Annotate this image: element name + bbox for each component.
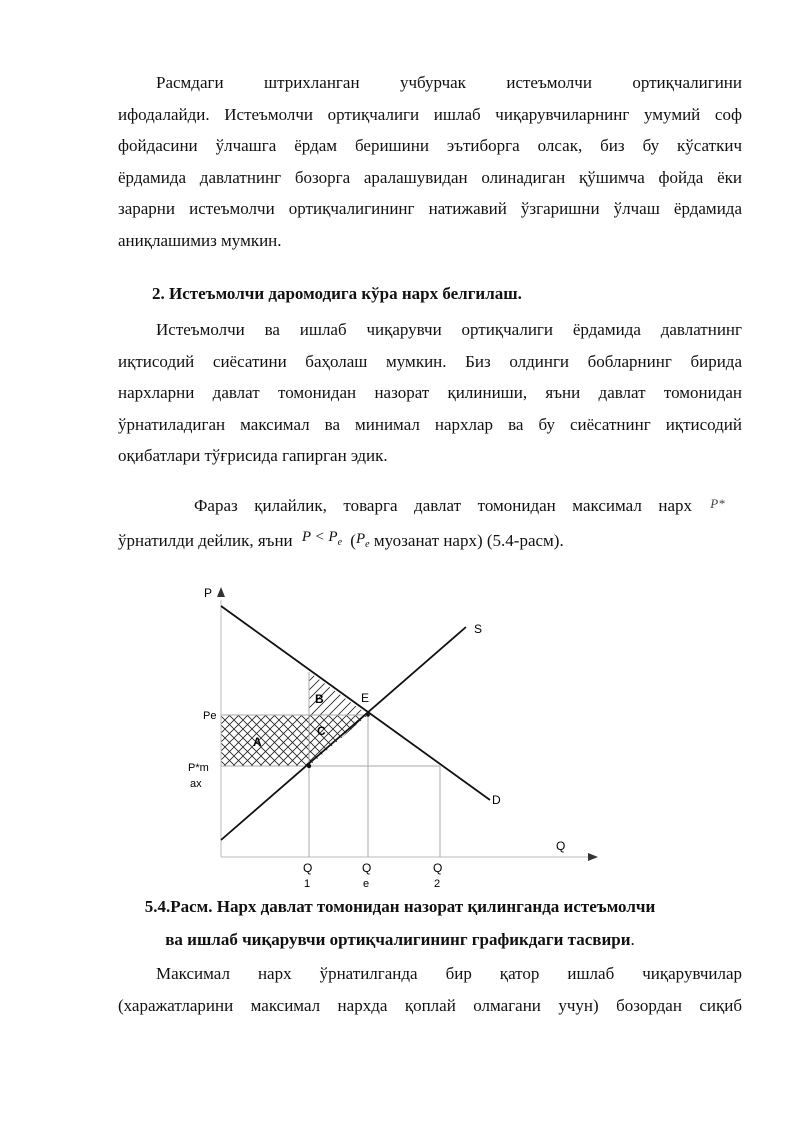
y-axis-label: P bbox=[204, 586, 213, 600]
x-axis-arrow bbox=[588, 853, 598, 861]
area-c-region bbox=[309, 715, 368, 766]
formula-subscript: e bbox=[337, 536, 343, 548]
pmax-label-line2: ax bbox=[190, 778, 202, 790]
formula-subscript: e bbox=[365, 538, 370, 550]
q1-label-top: Q bbox=[303, 861, 313, 875]
figure-caption-line2 bbox=[0, 930, 800, 950]
text-line: ифодалайди. Истеъмолчи ортиқчалиги ишлаб чиқарувчиларнинг умумий соф bbox=[118, 104, 742, 124]
y-axis-arrow bbox=[217, 587, 225, 597]
pmax-label-line1: P*m bbox=[188, 762, 209, 774]
text-line: фойдасини ўлчашга ёрдам беришини эътиборга олсак, биз бу кўсаткич bbox=[118, 136, 742, 155]
text-line: Истеъмолчи ва ишлаб чиқарувчи ортиқчалиги ёрдамида давлатнинг bbox=[156, 320, 742, 339]
demand-label: D bbox=[492, 793, 501, 807]
q2-label-top: Q bbox=[433, 861, 443, 875]
paren-open: ( bbox=[350, 530, 356, 550]
text-line: иқтисодий сиёсатини баҳолаш мумкин. Биз олдинги бобларнинг бирида bbox=[118, 351, 742, 371]
formula-pmax: P* bbox=[710, 496, 725, 511]
qe-label-bottom: e bbox=[363, 878, 370, 890]
text-line: Расмдаги штрихланган учбурчак истеъмолчи ортиқчалигини bbox=[156, 73, 742, 92]
paragraph-max-price bbox=[118, 958, 742, 1021]
caption-text: ва ишлаб чиқарувчи ортиқчалигининг графикдаги тасвири bbox=[165, 930, 631, 949]
qe-label-top: Q bbox=[362, 861, 372, 875]
demand-curve bbox=[221, 606, 490, 800]
q1-label-bottom: 1 bbox=[304, 878, 311, 890]
formula-text: P bbox=[355, 530, 366, 547]
text-line: (харажатларини максимал нархда қоплай олмагани учун) бозордан сиқиб bbox=[118, 995, 742, 1015]
text-segment: Фараз қилайлик, товарга давлат томонидан максимал нарх bbox=[194, 496, 692, 515]
area-a-label: A bbox=[253, 735, 262, 749]
equilibrium-label: E bbox=[361, 691, 370, 705]
text-line: нархларни давлат томонидан назорат қилиниши, яъни давлат томонидан bbox=[118, 383, 742, 402]
text-line: оқибатлари тўғрисида гапирган эдик. bbox=[118, 446, 388, 465]
supply-label: S bbox=[474, 622, 483, 636]
area-a-region bbox=[221, 715, 309, 766]
pe-label: Pe bbox=[203, 710, 217, 722]
text-line: ўрнатиладиган максимал ва минимал нархлар ва бу сиёсатнинг иқтисодий bbox=[118, 414, 742, 434]
text-line: ёрдамида давлатнинг бозорга аралашувидан олинадиган қўшимча фойда ёки bbox=[118, 167, 742, 187]
formula-text: P < P bbox=[301, 528, 338, 545]
text-segment: муозанат нарх) (5.4-расм). bbox=[373, 530, 564, 550]
section-heading: 2. Истеъмолчи даромодига кўра нарх белгилаш. bbox=[152, 284, 522, 303]
x-axis-label: Q bbox=[556, 839, 566, 853]
text-line: зарарни истеъмолчи ортиқчалигининг натижавий ўзгаришни ўлчаш ёрдамида bbox=[118, 199, 742, 218]
pmax-q1-point bbox=[307, 764, 311, 768]
q2-label-bottom: 2 bbox=[434, 878, 441, 890]
figure-caption-line1: 5.4.Расм. Нарх давлат томонидан назорат қилинганда истеъмолчи bbox=[144, 897, 656, 916]
text-segment: ўрнатилди дейлик, яъни bbox=[118, 530, 293, 550]
text-line: аниқлашимиз мумкин. bbox=[118, 230, 282, 250]
equilibrium-point bbox=[366, 713, 370, 717]
caption-dot: . bbox=[630, 930, 635, 949]
area-b-label: B bbox=[315, 692, 324, 706]
area-c-label: C bbox=[317, 724, 326, 738]
text-line: Максимал нарх ўрнатилганда бир қатор ишлаб чиқарувчилар bbox=[156, 964, 742, 983]
